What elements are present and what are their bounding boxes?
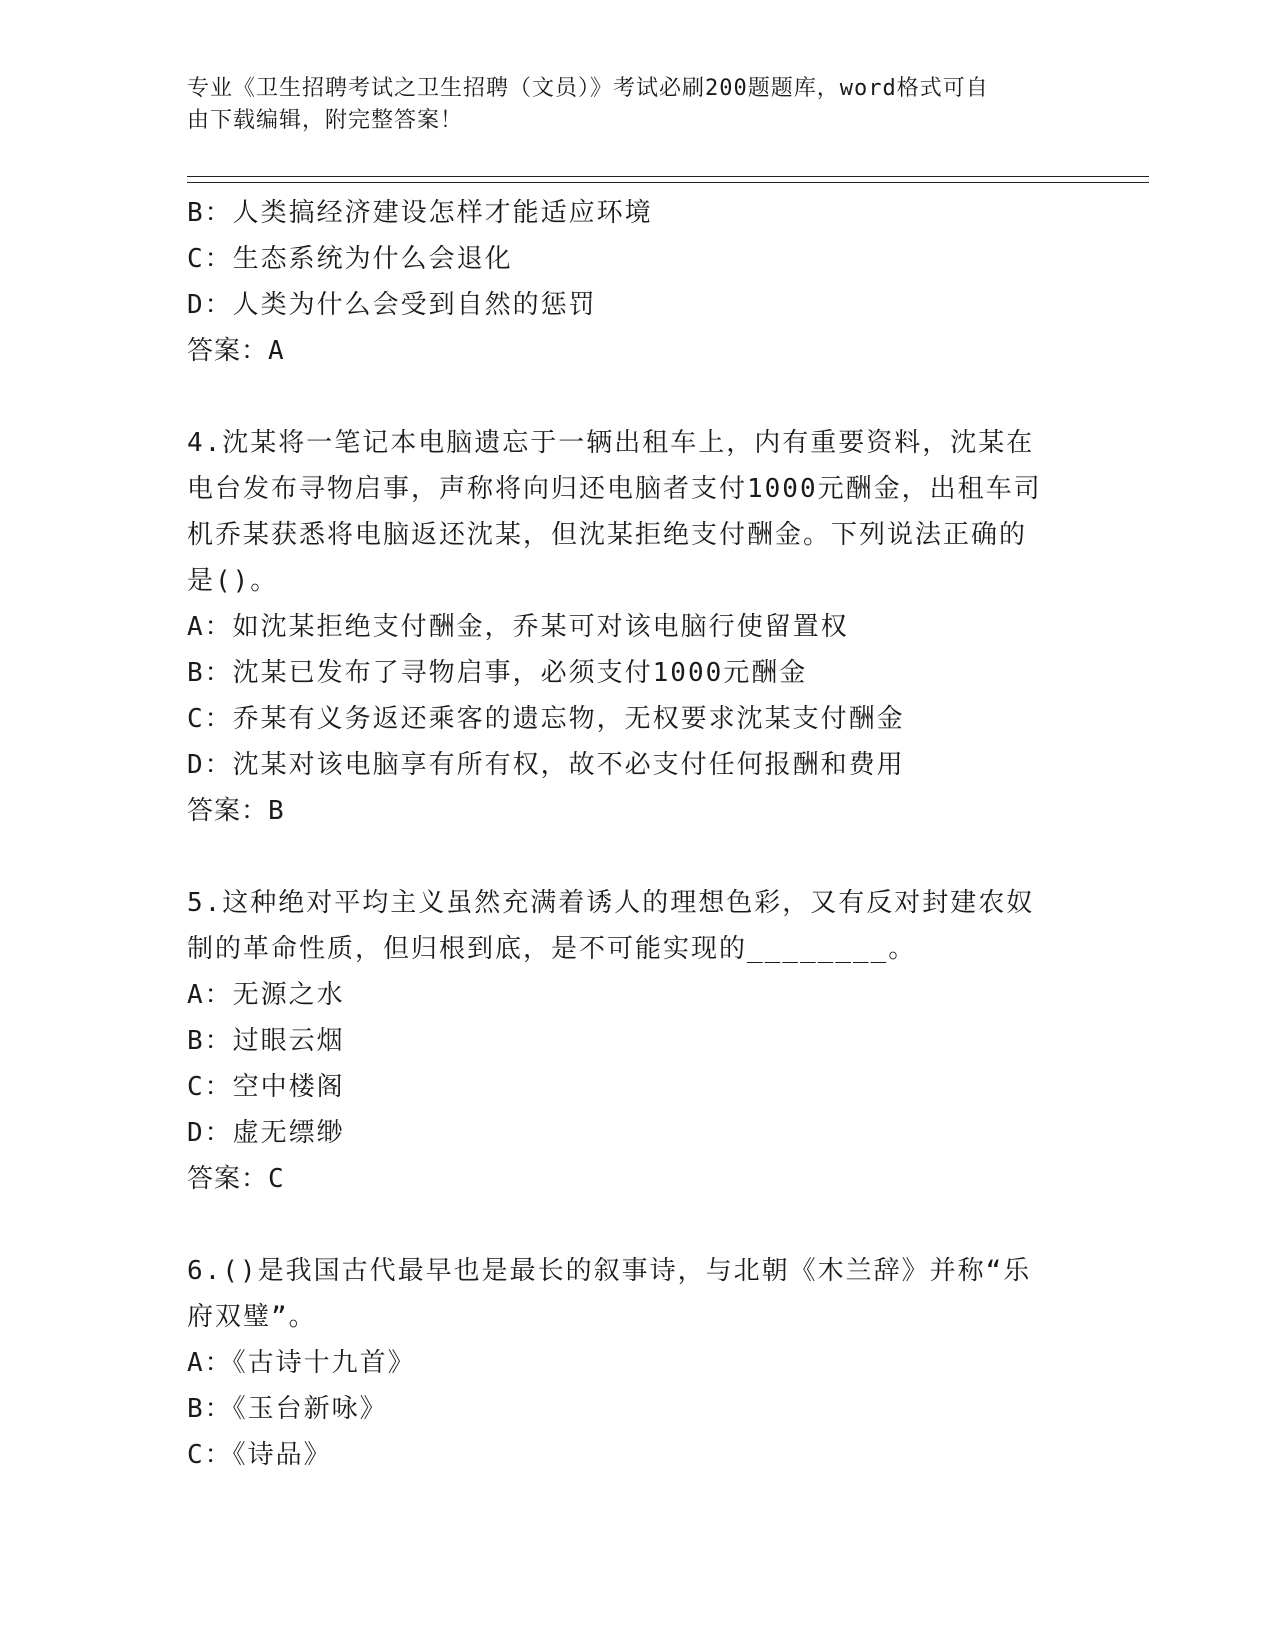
option-a: A：如沈某拒绝支付酬金，乔某可对该电脑行使留置权: [187, 612, 849, 642]
question-4: [187, 420, 1087, 834]
question-stem-line: 机乔某获悉将电脑返还沈某，但沈某拒绝支付酬金。下列说法正确的: [187, 520, 1028, 550]
option-c: C：乔某有义务返还乘客的遗忘物，无权要求沈某支付酬金: [187, 704, 905, 734]
question-stem-line: 电台发布寻物启事，声称将向归还电脑者支付1000元酬金，出租车司: [187, 474, 1042, 504]
question-6: [187, 1248, 1087, 1478]
option-d: D：沈某对该电脑享有所有权，故不必支付任何报酬和费用: [187, 750, 905, 780]
question-stem-line: 府双璧”。: [187, 1302, 317, 1332]
question-stem-line: 5.这种绝对平均主义虽然充满着诱人的理想色彩，又有反对封建农奴: [187, 888, 1035, 918]
option-b: B：沈某已发布了寻物启事，必须支付1000元酬金: [187, 658, 808, 688]
question-list: [187, 190, 1087, 1478]
option-c: C：生态系统为什么会退化: [187, 244, 513, 274]
option-c: C：空中楼阁: [187, 1072, 345, 1102]
spacer: [187, 834, 1087, 880]
spacer: [187, 1202, 1087, 1248]
document-header: [187, 73, 1087, 137]
spacer: [187, 374, 1087, 420]
option-b: B：人类搞经济建设怎样才能适应环境: [187, 198, 653, 228]
option-d: D：人类为什么会受到自然的惩罚: [187, 290, 597, 320]
header-line-1: 专业《卫生招聘考试之卫生招聘（文员）》考试必刷200题题库，word格式可自: [187, 76, 989, 101]
question-stem-line: 是()。: [187, 566, 279, 596]
question-stem-line: 6.()是我国古代最早也是最长的叙事诗，与北朝《木兰辞》并称“乐: [187, 1256, 1032, 1286]
option-b: B：《玉台新咏》: [187, 1394, 388, 1424]
question-stem-line: 4.沈某将一笔记本电脑遗忘于一辆出租车上，内有重要资料，沈某在: [187, 428, 1035, 458]
answer: 答案：C: [187, 1164, 285, 1194]
option-a: A：《古诗十九首》: [187, 1348, 416, 1378]
header-line-2: 由下载编辑，附完整答案！: [187, 108, 464, 133]
option-b: B：过眼云烟: [187, 1026, 345, 1056]
answer: 答案：B: [187, 796, 285, 826]
option-c: C：《诗品》: [187, 1440, 332, 1470]
answer: 答案：A: [187, 336, 285, 366]
header-divider: [187, 176, 1149, 183]
option-d: D：虚无缥缈: [187, 1118, 345, 1148]
question-3-fragment: [187, 190, 1087, 374]
option-a: A：无源之水: [187, 980, 345, 1010]
question-5: [187, 880, 1087, 1202]
question-stem-line: 制的革命性质，但归根到底，是不可能实现的________。: [187, 934, 917, 964]
